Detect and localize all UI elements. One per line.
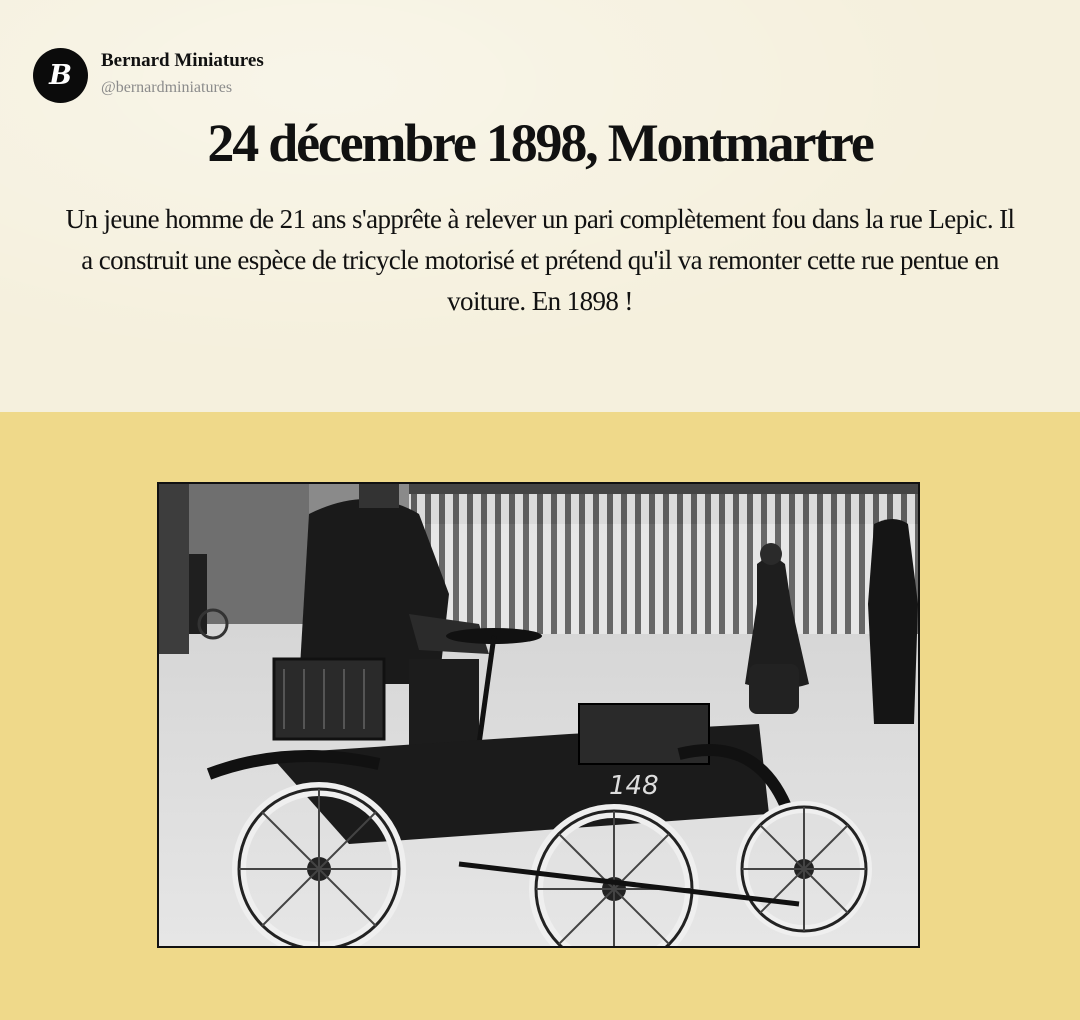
- photo-illustration: [159, 484, 918, 946]
- post-header: [0, 0, 1080, 412]
- author-name[interactable]: Bernard Miniatures: [101, 50, 264, 71]
- image-panel: [0, 412, 1080, 1020]
- post-body: Un jeune homme de 21 ans s'apprête à relever un pari complètement fou dans la rue Lepic. Il a construit une espèce de tricycle motorisé et prétend qu'il va remonter cette rue pentue en voiture. En 1898 !: [65, 204, 1015, 316]
- author-handle[interactable]: @bernardminiatures: [101, 79, 233, 96]
- historic-photo: [157, 482, 920, 948]
- svg-text:148: 148: [609, 771, 659, 801]
- avatar[interactable]: [33, 48, 88, 103]
- post-headline: 24 décembre 1898, Montmartre: [207, 113, 873, 173]
- avatar-letter: B: [49, 60, 72, 91]
